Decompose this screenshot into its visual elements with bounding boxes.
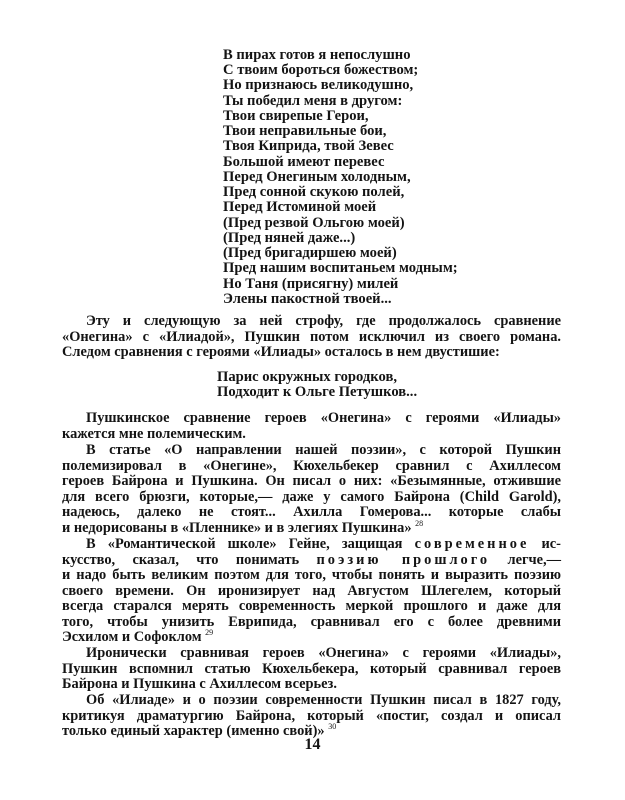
text-line: «Онегина» с «Илиадой», Пушкин потом исключил из своего романа. xyxy=(62,328,561,345)
text-line: кажется мне полемическим. xyxy=(62,425,246,442)
verse-line: (Пред бригадиршею моей) xyxy=(223,245,397,261)
paragraph-heine xyxy=(62,537,561,646)
spaced-emphasis: современное xyxy=(414,536,530,552)
verse-line: Парис окружных городков, xyxy=(217,369,397,385)
spaced-emphasis: поэзию прошлого xyxy=(316,551,491,568)
text-line: всегда старался мерять современность меркой прошлого и даже для xyxy=(62,598,561,614)
verse-line: Но признаюсь великодушно, xyxy=(223,77,414,93)
text-line: того, чтобы унизить Еврипида, сравнивал его с более древними xyxy=(62,613,561,630)
paragraph-polemic xyxy=(62,411,561,442)
verse-line: (Пред няней даже...) xyxy=(223,230,356,246)
verse-line: Большой имеют перевес xyxy=(223,154,385,170)
paragraph-strophe-note xyxy=(62,314,561,361)
verse-line: В пирах готов я непослушно xyxy=(223,47,411,63)
text-line: Эсхилом и Софоклом $^{29}$ xyxy=(62,628,214,645)
text-line: Об «Илиаде» и о поэзии современности Пушкин писал в 1827 году, xyxy=(86,692,561,708)
verse-line: Твои свирепые Герои, xyxy=(223,108,369,124)
text-line: критикуя драматургию Байрона, который «постиг, создал и описал xyxy=(62,707,561,724)
verse-line: (Пред резвой Ольгою моей) xyxy=(223,215,405,231)
text-line: своего времени. Он иронизирует над Августом Шлегелем, который xyxy=(62,582,561,599)
text-line: только единый характер (именно свой)» $^{30}$ xyxy=(62,722,337,739)
text-line: Следом сравнения с героями «Илиады» осталось в нем двустишие: xyxy=(62,344,500,360)
verse-line: Элены пакостной твоей... xyxy=(223,291,392,307)
verse-line: Перед Онегиным холодным, xyxy=(223,169,411,185)
text-line: Иронически сравнивая героев «Онегина» с героями «Илиады», xyxy=(86,645,561,661)
text-line: и недорисованы в «Пленнике» и в элегиях Пушкина» $^{28}$ xyxy=(62,518,424,536)
text-line: В «Романтической школе» Гейне, защищая современное ис- xyxy=(86,536,561,552)
text-line: кусство, сказал, что понимать поэзию прошлого легче,— xyxy=(62,551,561,568)
verse-line: Подходит к Ольге Петушков... xyxy=(217,384,418,400)
text-line: Пушкин вспомнил статью Кюхельбекера, который сравнивал героев xyxy=(62,660,561,677)
text-line: Байрона и Пушкина с Ахиллесом всерьез. xyxy=(62,676,337,692)
verse-line: Твоя Киприда, твой Зевес xyxy=(223,138,394,154)
text-line: В статье «О направлении нашей поэзии», с которой Пушкин xyxy=(86,442,561,458)
text-line: Пушкинское сравнение героев «Онегина» с героями «Илиады» xyxy=(86,410,561,426)
text-line: Эту и следующую за ней строфу, где продолжалось сравнение xyxy=(86,313,561,329)
paragraph-iliad-1827 xyxy=(62,693,561,740)
text-line: и надо быть великим поэтом для того, чтобы понять и выразить поэзию xyxy=(62,567,561,583)
text-line: полемизировал в «Онегине», Кюхельбекер сравнил с Ахиллесом xyxy=(62,457,561,474)
verse-line: С твоим бороться божеством; xyxy=(223,62,419,78)
paragraph-ironic xyxy=(62,646,561,693)
text-line: для всего брюзги, которые,— даже у самого Байрона (Child Garold), xyxy=(62,488,561,505)
text-line: надеюсь, далеко не стоят... Ахилла Гомерова... которые слабы xyxy=(62,504,561,520)
text-line: героев Байрона и Пушкина. Он писал о них: «Безымянные, отжившие xyxy=(62,473,561,489)
verse-line: Но Таня (присягну) милей xyxy=(223,276,399,292)
verse-line: Пред сонной скукою полей, xyxy=(223,184,405,200)
footnote-marker: 29 xyxy=(205,628,214,637)
page-number: 14 xyxy=(304,736,321,753)
footnote-marker: 30 xyxy=(328,722,337,731)
footnote-marker: 28 xyxy=(415,518,424,528)
verse-line: Твои неправильные бои, xyxy=(223,123,387,139)
paragraph-kuchelbecker xyxy=(62,443,561,536)
verse-line: Перед Истоминой моей xyxy=(223,199,377,215)
verse-line: Ты победил меня в другом: xyxy=(223,93,403,109)
verse-line: Пред нашим воспитаньем модным; xyxy=(223,260,458,276)
